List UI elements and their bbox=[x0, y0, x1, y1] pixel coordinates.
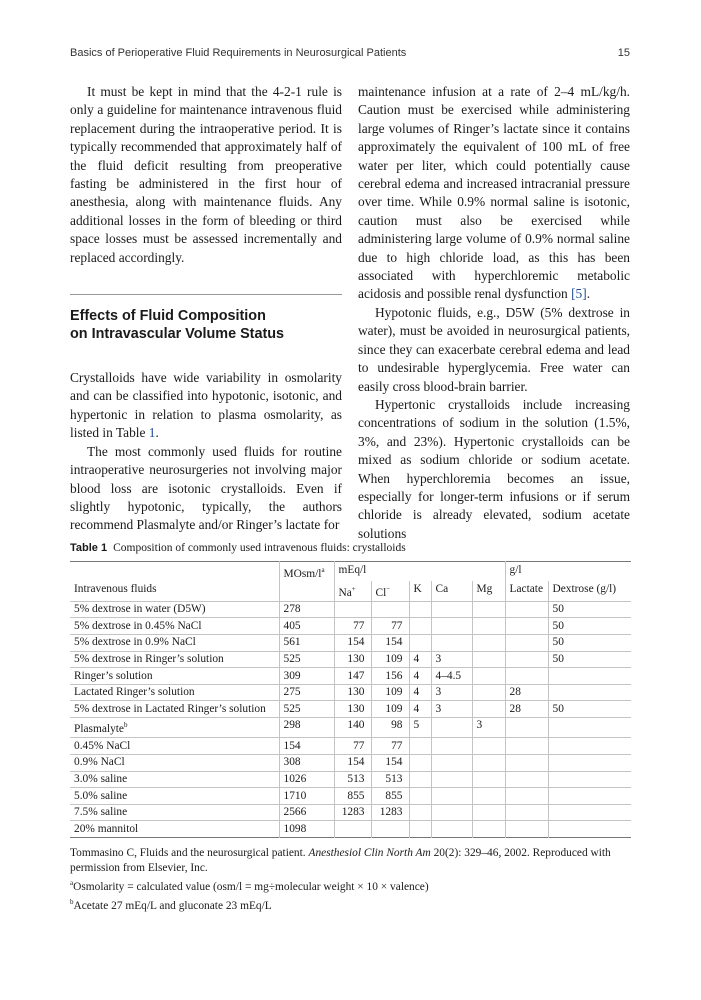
table-row bbox=[70, 754, 631, 771]
header-cell-k: K bbox=[409, 581, 431, 601]
header-cell bbox=[279, 581, 334, 601]
table-header-row bbox=[70, 562, 631, 582]
cell-dextrose: 50 bbox=[548, 601, 631, 618]
cell-k bbox=[409, 821, 431, 838]
cell-dextrose bbox=[548, 804, 631, 821]
cell-ca bbox=[431, 634, 472, 651]
table-row bbox=[70, 771, 631, 788]
cell-dextrose bbox=[548, 771, 631, 788]
cell-k bbox=[409, 618, 431, 635]
fluid-name-cell: 0.9% NaCl bbox=[70, 754, 279, 771]
fluid-name-cell: 5% dextrose in 0.45% NaCl bbox=[70, 618, 279, 635]
cell-mosm: 405 bbox=[279, 618, 334, 635]
cell-k bbox=[409, 771, 431, 788]
cell-k bbox=[409, 738, 431, 755]
section-divider bbox=[70, 294, 342, 295]
table-row bbox=[70, 601, 631, 618]
header-cell-mg: Mg bbox=[472, 581, 505, 601]
table-row bbox=[70, 788, 631, 805]
cell-na: 130 bbox=[334, 684, 371, 701]
cell-lactate bbox=[505, 821, 548, 838]
cell-na: 513 bbox=[334, 771, 371, 788]
cell-ca bbox=[431, 788, 472, 805]
fluid-name-cell: 5% dextrose in Lactated Ringer’s solution bbox=[70, 701, 279, 718]
table-header-row bbox=[70, 581, 631, 601]
cell-mg bbox=[472, 821, 505, 838]
cell-mg bbox=[472, 804, 505, 821]
cell-mosm: 309 bbox=[279, 668, 334, 685]
cell-dextrose bbox=[548, 788, 631, 805]
cell-na bbox=[334, 601, 371, 618]
cell-ca bbox=[431, 618, 472, 635]
paragraph: Hypertonic crystalloids include increasing concentrations of sodium in the solution (1.5%, 3%, and 23%). Hypertonic crystalloids can be mixed as sodium chloride or sodium acetate. When hyperchloremia becomes an issue, especially for longer-term infusions or if serum chloride is already elevated, sodium acetate solutions bbox=[358, 396, 630, 541]
fluid-name-cell: Plasmalyte$^b$ bbox=[70, 717, 279, 737]
cell-lactate: 28 bbox=[505, 684, 548, 701]
cell-dextrose: 50 bbox=[548, 618, 631, 635]
cell-dextrose: 50 bbox=[548, 634, 631, 651]
cell-na: 130 bbox=[334, 701, 371, 718]
cell-dextrose: 50 bbox=[548, 651, 631, 668]
running-title: Basics of Perioperative Fluid Requirements in Neurosurgical Patients bbox=[70, 47, 407, 59]
table-reference-link[interactable]: 1 bbox=[148, 425, 156, 441]
cell-cl: 513 bbox=[371, 771, 409, 788]
cell-mosm: 278 bbox=[279, 601, 334, 618]
cell-cl: 98 bbox=[371, 717, 409, 737]
cell-cl: 855 bbox=[371, 788, 409, 805]
cell-ca bbox=[431, 771, 472, 788]
cell-k bbox=[409, 754, 431, 771]
cell-cl: 154 bbox=[371, 754, 409, 771]
cell-mg bbox=[472, 668, 505, 685]
fluid-name-cell: Lactated Ringer’s solution bbox=[70, 684, 279, 701]
table-row bbox=[70, 821, 631, 838]
table-row bbox=[70, 717, 631, 737]
cell-mosm: 1098 bbox=[279, 821, 334, 838]
table-row bbox=[70, 651, 631, 668]
cell-mg bbox=[472, 738, 505, 755]
cell-lactate bbox=[505, 717, 548, 737]
table-row bbox=[70, 634, 631, 651]
left-column bbox=[70, 83, 342, 535]
paragraph: Hypotonic fluids, e.g., D5W (5% dextrose in water), must be avoided in neurosurgical patients, since they can exacerbate cerebral edema and lead to undesirable hyperglycemia. Free water can easily cross blood-brain barrier. bbox=[358, 304, 630, 394]
fluids-table bbox=[70, 561, 631, 838]
cell-mg: 3 bbox=[472, 717, 505, 737]
cell-k bbox=[409, 804, 431, 821]
cell-mg bbox=[472, 618, 505, 635]
paragraph: It must be kept in mind that the 4-2-1 rule is only a guideline for maintenance intravenous fluid replacement during the intraoperative period. It is typically recommended that approximately half of the fluid deficit resulting from preoperative fasting be administered in the first hour of anesthesia, along with maintenance fluids. Any additional losses in the form of bleeding or third space losses must be assessed incrementally and replaced accordingly. bbox=[70, 84, 342, 265]
running-header bbox=[70, 47, 630, 59]
cell-mosm: 2566 bbox=[279, 804, 334, 821]
fluid-name-cell: 3.0% saline bbox=[70, 771, 279, 788]
cell-lactate bbox=[505, 738, 548, 755]
cell-mosm: 1026 bbox=[279, 771, 334, 788]
paragraph-text: . bbox=[586, 286, 591, 302]
cell-mg bbox=[472, 651, 505, 668]
cell-dextrose bbox=[548, 717, 631, 737]
cell-dextrose: 50 bbox=[548, 701, 631, 718]
cell-cl: 109 bbox=[371, 684, 409, 701]
table-caption-text: Composition of commonly used intravenous fluids: crystalloids bbox=[113, 542, 406, 554]
table-row bbox=[70, 684, 631, 701]
fluid-name-cell: 0.45% NaCl bbox=[70, 738, 279, 755]
paragraph bbox=[358, 83, 630, 304]
cell-ca: 3 bbox=[431, 701, 472, 718]
cell-cl bbox=[371, 601, 409, 618]
cell-dextrose bbox=[548, 738, 631, 755]
paragraph bbox=[70, 369, 342, 443]
table-label: Table 1 bbox=[70, 542, 108, 554]
cell-ca: 4–4.5 bbox=[431, 668, 472, 685]
cell-na: 154 bbox=[334, 754, 371, 771]
cell-lactate bbox=[505, 754, 548, 771]
cell-mosm: 525 bbox=[279, 701, 334, 718]
cell-k: 4 bbox=[409, 684, 431, 701]
cell-lactate bbox=[505, 601, 548, 618]
cell-ca bbox=[431, 804, 472, 821]
cell-k: 4 bbox=[409, 701, 431, 718]
cell-mosm: 1710 bbox=[279, 788, 334, 805]
fluid-name-cell: 7.5% saline bbox=[70, 804, 279, 821]
fluid-name-cell: 5% dextrose in water (D5W) bbox=[70, 601, 279, 618]
cell-k: 4 bbox=[409, 651, 431, 668]
cell-k bbox=[409, 788, 431, 805]
fluid-name-cell: 5.0% saline bbox=[70, 788, 279, 805]
cell-k: 4 bbox=[409, 668, 431, 685]
fluid-name-cell: 5% dextrose in Ringer’s solution bbox=[70, 651, 279, 668]
paragraph-text: . bbox=[155, 425, 159, 441]
cell-ca bbox=[431, 821, 472, 838]
paragraph: The most commonly used fluids for routine intraoperative neurosurgeries not involving major blood loss are isotonic crystalloids. Even if slightly hypotonic, typically, the authors recommend Plasmalyte and/or Ringer’s lactate for bbox=[70, 443, 342, 533]
cell-mg bbox=[472, 601, 505, 618]
page-number: 15 bbox=[617, 47, 630, 59]
cell-k: 5 bbox=[409, 717, 431, 737]
cell-mosm: 561 bbox=[279, 634, 334, 651]
fluid-name-cell: 20% mannitol bbox=[70, 821, 279, 838]
cell-lactate bbox=[505, 804, 548, 821]
cell-ca bbox=[431, 754, 472, 771]
fluid-name-cell: Ringer’s solution bbox=[70, 668, 279, 685]
cell-mg bbox=[472, 684, 505, 701]
table-block bbox=[70, 542, 630, 914]
table-row bbox=[70, 668, 631, 685]
paragraph-text: Crystalloids have wide variability in osmolarity and can be classified into hypotonic, isotonic, and hypertonic in relation to plasma osmolarity, as listed in Table bbox=[70, 370, 342, 441]
cell-lactate bbox=[505, 668, 548, 685]
cell-na bbox=[334, 821, 371, 838]
cell-dextrose bbox=[548, 668, 631, 685]
table-footnotes bbox=[70, 846, 630, 914]
cell-lactate bbox=[505, 634, 548, 651]
header-cell-meq: mEq/l bbox=[334, 562, 505, 582]
cell-lactate bbox=[505, 788, 548, 805]
cell-lactate: 28 bbox=[505, 701, 548, 718]
cell-cl: 109 bbox=[371, 701, 409, 718]
cell-mosm: 275 bbox=[279, 684, 334, 701]
cell-mosm: 308 bbox=[279, 754, 334, 771]
section-heading-line: on Intravascular Volume Status bbox=[70, 326, 285, 343]
footnote-a: $^a$Osmolarity = calculated value (osm/l = mg÷molecular weight × 10 × valence) bbox=[70, 879, 429, 894]
cell-mosm: 154 bbox=[279, 738, 334, 755]
header-cell-cl: Cl− bbox=[371, 581, 409, 601]
cell-ca: 3 bbox=[431, 651, 472, 668]
cell-ca bbox=[431, 717, 472, 737]
cell-cl: 77 bbox=[371, 738, 409, 755]
cell-cl: 77 bbox=[371, 618, 409, 635]
table-caption bbox=[70, 542, 630, 554]
cell-ca: 3 bbox=[431, 684, 472, 701]
cell-na: 130 bbox=[334, 651, 371, 668]
header-cell-ca: Ca bbox=[431, 581, 472, 601]
header-cell-lactate: Lactate bbox=[505, 581, 548, 601]
cell-lactate bbox=[505, 618, 548, 635]
right-column bbox=[358, 83, 630, 543]
cell-mg bbox=[472, 701, 505, 718]
citation-link[interactable]: [5] bbox=[571, 286, 587, 302]
cell-mosm: 525 bbox=[279, 651, 334, 668]
cell-na: 77 bbox=[334, 738, 371, 755]
cell-k bbox=[409, 634, 431, 651]
cell-cl: 1283 bbox=[371, 804, 409, 821]
cell-ca bbox=[431, 738, 472, 755]
table-row bbox=[70, 738, 631, 755]
cell-cl bbox=[371, 821, 409, 838]
section-heading-line: Effects of Fluid Composition bbox=[70, 308, 266, 325]
cell-ca bbox=[431, 601, 472, 618]
fluid-name-cell: 5% dextrose in 0.9% NaCl bbox=[70, 634, 279, 651]
cell-mg bbox=[472, 771, 505, 788]
cell-na: 140 bbox=[334, 717, 371, 737]
cell-cl: 156 bbox=[371, 668, 409, 685]
footnote-b: $^b$Acetate 27 mEq/L and gluconate 23 mEq/L bbox=[70, 898, 272, 913]
cell-dextrose bbox=[548, 754, 631, 771]
section-heading bbox=[70, 307, 342, 343]
header-cell-fluid: Intravenous fluids bbox=[70, 581, 279, 601]
cell-mg bbox=[472, 634, 505, 651]
table-source-note: Tommasino C, Fluids and the neurosurgical patient. Anesthesiol Clin North Am 20(2): 329–46, 2002. Reproduced with permission from Elsevier, Inc. bbox=[70, 846, 611, 875]
cell-mg bbox=[472, 788, 505, 805]
table-row bbox=[70, 804, 631, 821]
paragraph-text: maintenance infusion at a rate of 2–4 mL/kg/h. Caution must be exercised while administering large volumes of Ringer’s lactate since it contains approximately the equivalent of 100 mL of free water per liter, which could potentially cause cerebral edema and increased intracranial pressure over time. While 0.9% normal saline is isotonic, caution must also be exercised while administering large volume of 0.9% normal saline due to high chloride load, as this has been associated with hyperchloremic metabolic acidosis and possible renal dysfunction bbox=[358, 84, 630, 302]
cell-k bbox=[409, 601, 431, 618]
cell-cl: 109 bbox=[371, 651, 409, 668]
cell-na: 154 bbox=[334, 634, 371, 651]
cell-mg bbox=[472, 754, 505, 771]
header-cell-mosm: MOsm/$l^a$ bbox=[279, 562, 334, 582]
cell-mosm: 298 bbox=[279, 717, 334, 737]
cell-na: 855 bbox=[334, 788, 371, 805]
cell-lactate bbox=[505, 651, 548, 668]
header-cell-dextrose: Dextrose (g/l) bbox=[548, 581, 631, 601]
cell-dextrose bbox=[548, 684, 631, 701]
cell-na: 147 bbox=[334, 668, 371, 685]
cell-lactate bbox=[505, 771, 548, 788]
cell-na: 77 bbox=[334, 618, 371, 635]
header-cell bbox=[70, 562, 279, 582]
cell-cl: 154 bbox=[371, 634, 409, 651]
table-row bbox=[70, 701, 631, 718]
table-row bbox=[70, 618, 631, 635]
cell-na: 1283 bbox=[334, 804, 371, 821]
header-cell-na: Na+ bbox=[334, 581, 371, 601]
header-cell-gl: g/l bbox=[505, 562, 631, 582]
cell-dextrose bbox=[548, 821, 631, 838]
